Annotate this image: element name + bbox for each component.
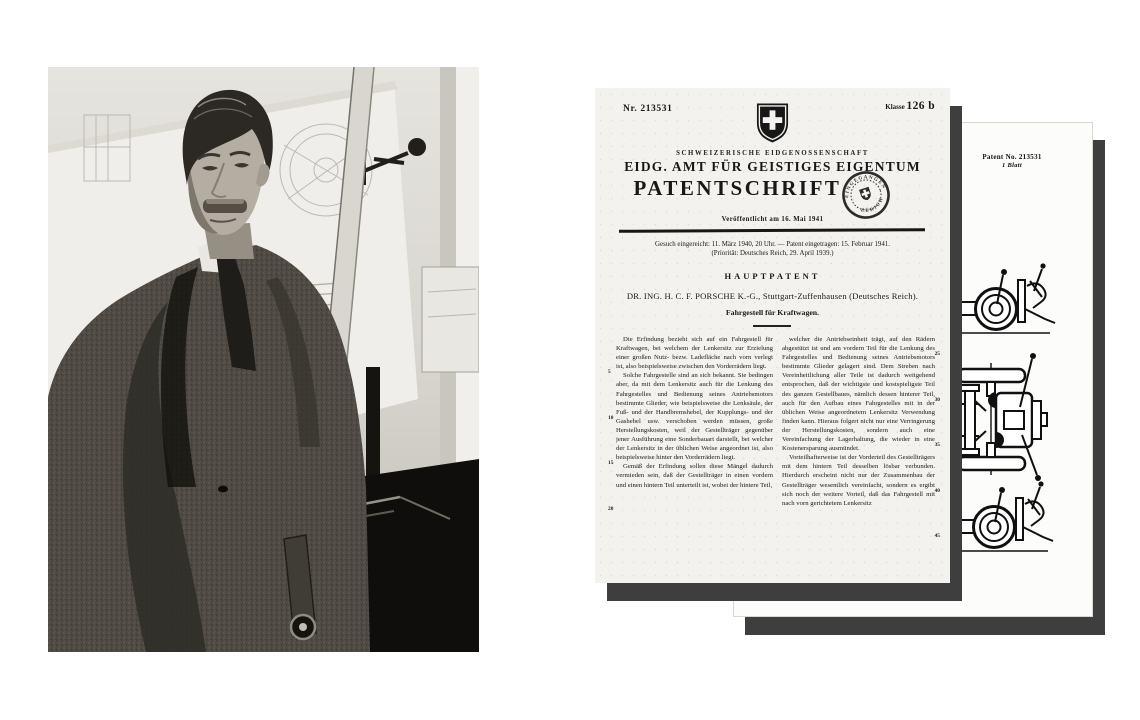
line-number: 30 (934, 397, 940, 403)
drawing-sheet-patent-no: Patent No. 213531 (982, 153, 1042, 161)
patent-front-page (595, 88, 950, 583)
line-number: 40 (934, 488, 940, 494)
line-number: 5 (608, 369, 611, 375)
applicant-line: DR. ING. H. C. F. PORSCHE K.-G., Stuttgart-Zuffenhausen (Deutsches Reich). (626, 291, 919, 301)
line-number: 15 (608, 460, 614, 466)
paragraph: Solche Fahrgestelle sind an sich bekannt. Sie bedingen aber, da mit dem Lenkersitz auch für die Lenkung des Fahrgestelles und Bedienung seines Antriebsmotors bestimmte Glieder, wie beispielsweise die Lenksäule, der Fuß- und der Handbremshebel, der Kupplungs- und der Gashebel usw. verschoben werden müssen, große Herstellungskosten, weil der Gestellträger gegenüber jener Ausführung eine Sonderbauart darstellt, bei welcher der Lenkersitz in der üblichen Weise angeordnet ist, also beispielsweise hinter den Vorderrädern liegt. (616, 372, 773, 462)
body-column-right (782, 335, 935, 573)
porsche-photo-illustration (48, 67, 479, 652)
filing-line: Gesuch eingereicht: 11. März 1940, 20 Uhr. — Patent eingetragen: 15. Februar 1941. (655, 241, 890, 248)
line-number: 45 (934, 533, 940, 539)
svg-text:ZÜRICH (857, 195, 888, 216)
paragraph: welcher die Antriebseinheit trägt, auf den Rädern abgestützt ist und am vordern Teil für die Lenkung des Fahrgestelles und Bedienung seines Antriebsmotors bestimmte Glieder gelagert sind. Dem Streben nach Vereinheitlichung aller Teile ist dadurch weitgehend entsprochen, daß der wichtigste und kostspieligste Teil des ganzen Gestellbaues, nämlich dessen hinterer Teil, auch für den Aufbau eines Fahrgestelles mit in der üblichen Weise angeordnetem Lenkersitz Verwendung finden kann. Hieraus folgert nicht nur eine Verringerung der Herstellungskosten, sondern auch eine Vereinfachung der Lagerhaltung, die wieder in eine Kostenersparung ausmündet. (782, 336, 935, 453)
federation-line: SCHWEIZERISCHE EIDGENOSSENSCHAFT (676, 150, 869, 157)
line-number: 20 (608, 506, 614, 512)
drawing-sheet-count: 1 Blatt (1002, 162, 1022, 169)
body-text-columns (608, 335, 940, 573)
title-divider (753, 325, 791, 327)
paragraph: Vorteilhafterweise ist der Vorderteil des Gestellträgers mit dem hintern Teil desselben lösbar verbunden. Hierdurch erscheint nicht nur der Zusammenbau der Gestellträger wesentlich vereinfacht, sondern es ergibt sich noch der weitere Vorteil, daß das Fahrgestell mit nach vorn gerichtetem Lenkersitz (782, 454, 935, 507)
stamp-top-text: EINGEGANGEN (845, 175, 887, 199)
porsche-portrait-photo (48, 67, 479, 652)
line-number: 10 (608, 415, 614, 421)
patent-class-value: 126 b (906, 100, 935, 112)
body-column-left (616, 335, 773, 573)
line-number: 25 (934, 351, 940, 357)
document-title: PATENTSCHRIFT (633, 176, 842, 200)
published-line: Veröffentlicht am 16. Mai 1941 (721, 216, 824, 223)
patent-class (885, 100, 935, 112)
invention-title: Fahrgestell für Kraftwagen. (725, 308, 820, 317)
paragraph: Die Erfindung bezieht sich auf ein Fahrgestell für Kraftwagen, bei welchem der Lenkersitz zur Erzielung einer großen Nutz- bezw. Ladefläche nach vorn verlegt ist, also beispielsweise zwischen den Vorderrädern liegt. (616, 336, 773, 371)
stamp-bottom-text: ZÜRICH (860, 196, 885, 215)
figure-chassis-plan (947, 353, 1047, 481)
figure-wheel-bottom (942, 481, 1053, 551)
patent-class-label: Klasse (885, 103, 905, 111)
patent-number: Nr. 213531 (623, 104, 673, 114)
secondary-board (422, 267, 479, 372)
header-rule (619, 228, 925, 233)
line-number: 35 (934, 442, 940, 448)
patent-type: HAUPTPATENT (724, 271, 821, 281)
paragraph: Gemäß der Erfindung sollen diese Mängel dadurch vermieden sein, daß der Gestellträger in einen vordern und einen hintern Teil unterteilt ist, wobei der hintere Teil, (616, 463, 773, 489)
jacket-button (218, 486, 228, 493)
figure-wheel-top (944, 263, 1055, 333)
priority-line: (Priorität: Deutsches Reich, 29. April 1939.) (711, 250, 834, 257)
office-line: EIDG. AMT FÜR GEISTIGES EIGENTUM (624, 159, 921, 174)
swiss-shield-icon (755, 101, 790, 145)
mustache-highlight (206, 199, 244, 204)
